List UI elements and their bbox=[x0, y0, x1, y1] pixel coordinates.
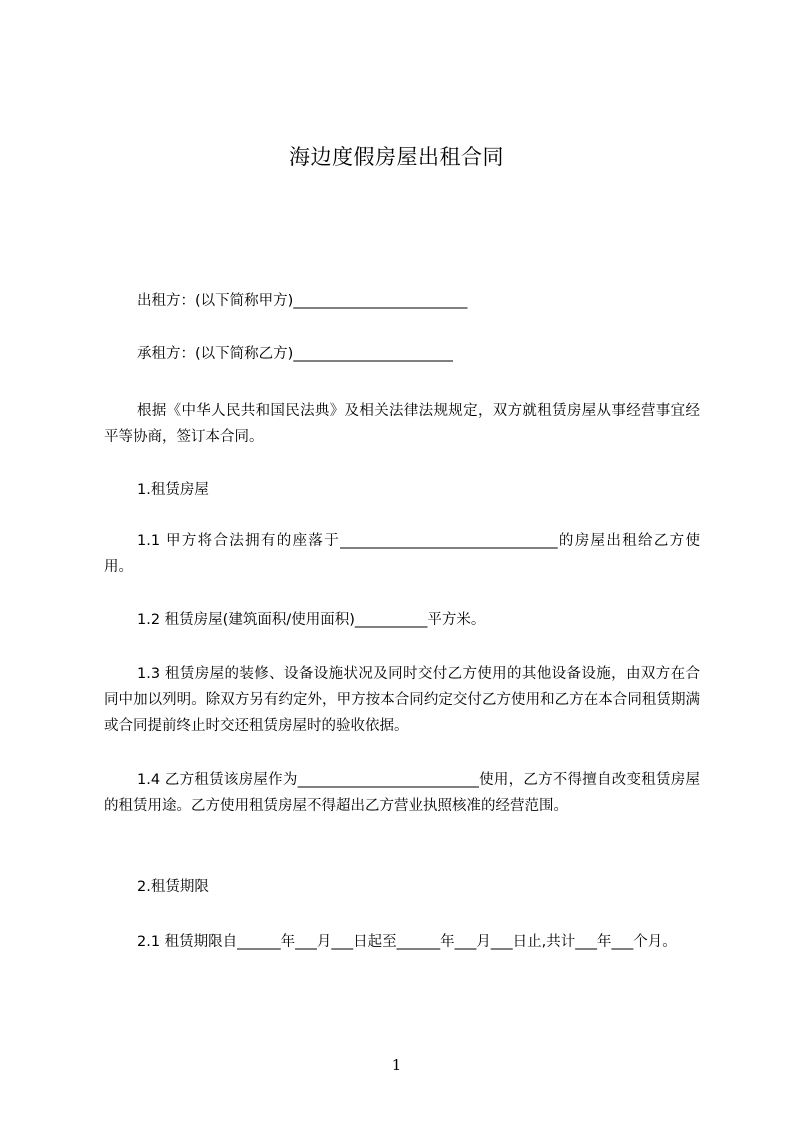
page-number: 1 bbox=[391, 1056, 402, 1074]
clause-2-1: 2.1 租赁期限自______年___月___日起至______年___月___日止,共计___年___个月。 bbox=[137, 934, 677, 950]
clause-1-2: 1.2 租赁房屋(建筑面积/使用面积)__________平方米。 bbox=[137, 612, 486, 628]
lessor-line: 出租方：(以下简称甲方)________________________ bbox=[137, 293, 468, 309]
section-1-heading: 1.租赁房屋 bbox=[137, 482, 209, 498]
page-title: 海边度假房屋出租合同 bbox=[289, 145, 504, 169]
clause-1-3: 1.3 租赁房屋的装修、设备设施状况及同时交付乙方使用的其他设备设施，由双方在合同中加以列明。除双方另有约定外，甲方按本合同约定交付乙方使用和乙方在本合同租赁期满或合同提前终止时交还租赁房屋时的验收依据。 bbox=[104, 666, 700, 734]
clause-1-4: 1.4 乙方租赁该房屋作为_________________________使用，乙方不得擅自改变租赁房屋的租赁用途。乙方使用租赁房屋不得超出乙方营业执照核准的经营范围。 bbox=[104, 772, 700, 814]
clause-1-1: 1.1 甲方将合法拥有的座落于______________________________的房屋出租给乙方使用。 bbox=[104, 533, 700, 575]
section-2-heading: 2.租赁期限 bbox=[137, 879, 209, 895]
intro-paragraph: 根据《中华人民共和国民法典》及相关法律法规规定，双方就租赁房屋从事经营事宜经平等协商，签订本合同。 bbox=[104, 403, 700, 445]
lessee-line: 承租方：(以下简称乙方)______________________ bbox=[137, 346, 453, 362]
